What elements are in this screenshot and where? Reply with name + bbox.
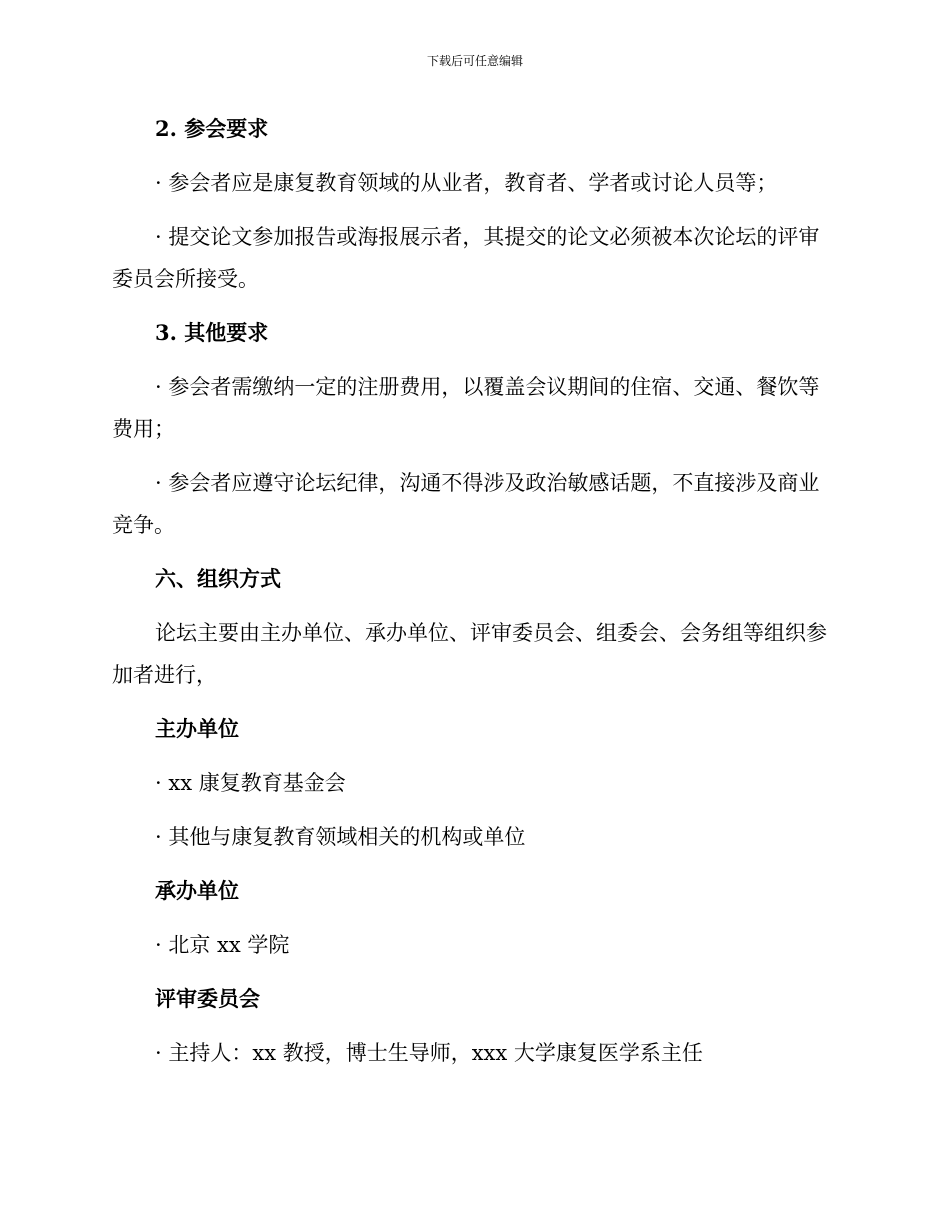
bullet-paragraph: · 参会者应是康复教育领域的从业者，教育者、学者或讨论人员等； — [155, 171, 778, 195]
bullet-paragraph: · 主持人：xx 教授，博士生导师，xxx 大学康复医学系主任 — [155, 1041, 703, 1065]
subsection-heading: 主办单位 — [155, 716, 239, 741]
bullet-paragraph: · 其他与康复教育领域相关的机构或单位 — [155, 825, 526, 849]
bullet-paragraph: · 提交论文参加报告或海报展示者，其提交的论文必须被本次论坛的评审委员会所接受。 — [112, 225, 820, 291]
section-heading: 2. 参会要求 — [155, 116, 269, 141]
section-heading: 六、组织方式 — [155, 566, 281, 591]
subsection-heading: 承办单位 — [155, 878, 239, 903]
page-header: 下载后可任意编辑 — [426, 54, 523, 68]
body-paragraph: 论坛主要由主办单位、承办单位、评审委员会、组委会、会务组等组织参加者进行， — [112, 621, 827, 687]
bullet-paragraph: · 参会者需缴纳一定的注册费用，以覆盖会议期间的住宿、交通、餐饮等费用； — [112, 375, 820, 441]
bullet-paragraph: · xx 康复教育基金会 — [155, 771, 346, 795]
bullet-paragraph: · 参会者应遵守论坛纪律，沟通不得涉及政治敏感话题，不直接涉及商业竞争。 — [112, 471, 820, 537]
bullet-paragraph: · 北京 xx 学院 — [155, 933, 290, 957]
section-heading: 3. 其他要求 — [155, 320, 269, 345]
subsection-heading: 评审委员会 — [155, 986, 260, 1011]
document-body — [112, 108, 832, 1086]
